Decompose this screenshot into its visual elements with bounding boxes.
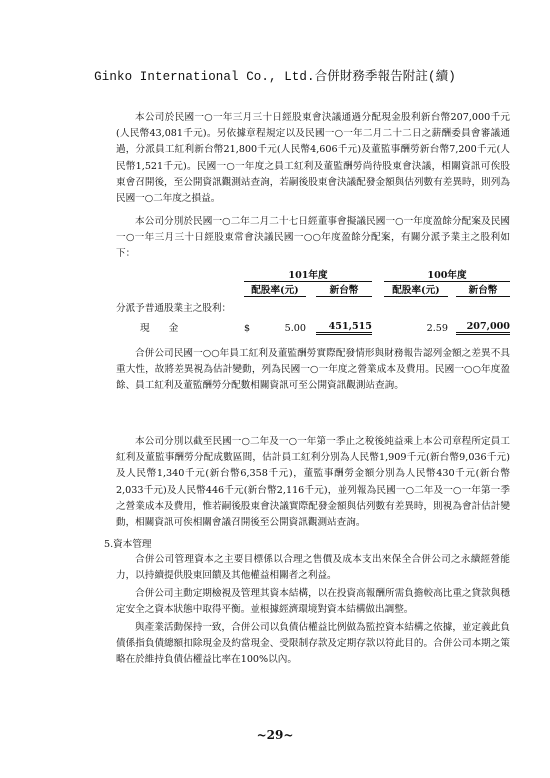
rate-100-header: 配股率(元): [384, 282, 448, 297]
rate-100-value: 2.59: [426, 322, 448, 334]
paragraph-dividend-intro: [116, 214, 510, 263]
amount-100-value: 207,000: [456, 314, 510, 334]
page-header: Ginko International Co., Ltd.合併財務季報告附註(續): [94, 70, 456, 84]
paragraph-text: 合併公司主動定期檢視及管理其資本結構，以在投資高報酬所需負擔較高比重之貸款與穩定安全之資本狀態中取得平衡。並根據經濟環境對資本結構做出調整。: [116, 588, 510, 616]
paragraph-text: 本公司於民國一○一年三月三十日經股東會決議通過分配現金股利新台幣207,000千元(人民幣43,081千元)。另依據章程規定以及民國一○一年二月二十二日之薪酬委員會審議通過，分派員工紅利新台幣21,800千元(人民幣4,606千元)及董監事酬勞新台幣7,200千元(人民幣1,521千元)。民國一○一年度之員工紅利及董監酬勞尚待股東會決議，相關資訊可俟股東會召開後，至公開資訊觀測站查詢，若嗣後股東會決議配發金額與估列數有差異時，則列為民國一○二年度之損益。: [116, 112, 510, 205]
amount-101-value: 451,515: [316, 314, 372, 334]
paragraph-text: 合併公司管理資本之主要目標係以合理之售價及成本支出來保全合併公司之永續經營能力，以持續提供股東回饋及其他權益相關者之利益。: [116, 554, 510, 582]
table-year-row: [116, 267, 510, 282]
year-100-header: 100年度: [384, 267, 510, 282]
rate-101-header: 配股率(元): [244, 282, 306, 297]
dividend-table: [116, 267, 510, 335]
table-column-row: [116, 282, 510, 297]
paragraph-text: 本公司分別於民國一○二年二月二十七日經董事會擬議民國一○一年度盈餘分配案及民國一○一年三月三十日經股東常會決議民國一○○年度盈餘分配案，有關分派予業主之股利如下：: [116, 216, 510, 260]
paragraph-actual-distribution: [116, 346, 510, 395]
currency-symbol: $: [244, 322, 251, 334]
paragraph-cash-dividend: [116, 110, 510, 207]
paragraph-text: 本公司分別以截至民國一○二年及一○一年第一季止之稅後純益乘上本公司章程所定員工紅利及董監事酬勞分配成數區間，估計員工紅利分別為人民幣1,909千元(新台幣9,036千元)及人民幣1,340千元(新台幣6,358千元)，董監事酬勞金額分別為人民幣430千元(新台幣2,033千元)及人民幣446千元(新台幣2,116千元)，並列報為民國一○二年及一○一年第一季之營業成本及費用，惟若嗣後股東會決議實際配發金額與估列數有差異時，則視為會計估計變動，相關資訊可俟相關會議召開後至公開資訊觀測站查詢。: [116, 436, 510, 529]
paragraph-capital-objective: [116, 552, 510, 584]
cash-label: 現 金: [140, 322, 179, 334]
section-title: 5.資本管理: [104, 539, 152, 550]
paragraph-text: 與產業活動保持一致，合併公司以負債佔權益比例做為監控資本結構之依據，並定義此負債係指負債總額扣除現金及約當現金、受限制存款及定期存款以符此目的。合併公司本期之策略在於維持負債佔權益比率在100%以內。: [116, 622, 510, 666]
table-row: [116, 314, 510, 334]
ntd-101-header: 新台幣: [316, 282, 372, 297]
row-label: 分派予普通股業主之股利：: [116, 302, 232, 314]
page-number: ~29~: [256, 728, 294, 742]
paragraph-debt-ratio: [116, 620, 510, 669]
ntd-100-header: 新台幣: [456, 282, 510, 297]
rate-101-value: 5.00: [284, 322, 306, 334]
table-row: [116, 297, 510, 314]
paragraph-capital-review: [116, 586, 510, 618]
paragraph-estimated-bonus: [116, 434, 510, 531]
paragraph-text: 合併公司民國一○○年員工紅利及董監酬勞實際配發情形與財務報告認列金額之差異不具重大性，故將差異視為估計變動，列為民國一○一年度之營業成本及費用。民國一○○年度盈餘、員工紅利及董監酬勞分配數相關資訊可至公開資訊觀測站查詢。: [116, 348, 510, 392]
year-101-header: 101年度: [244, 267, 372, 282]
